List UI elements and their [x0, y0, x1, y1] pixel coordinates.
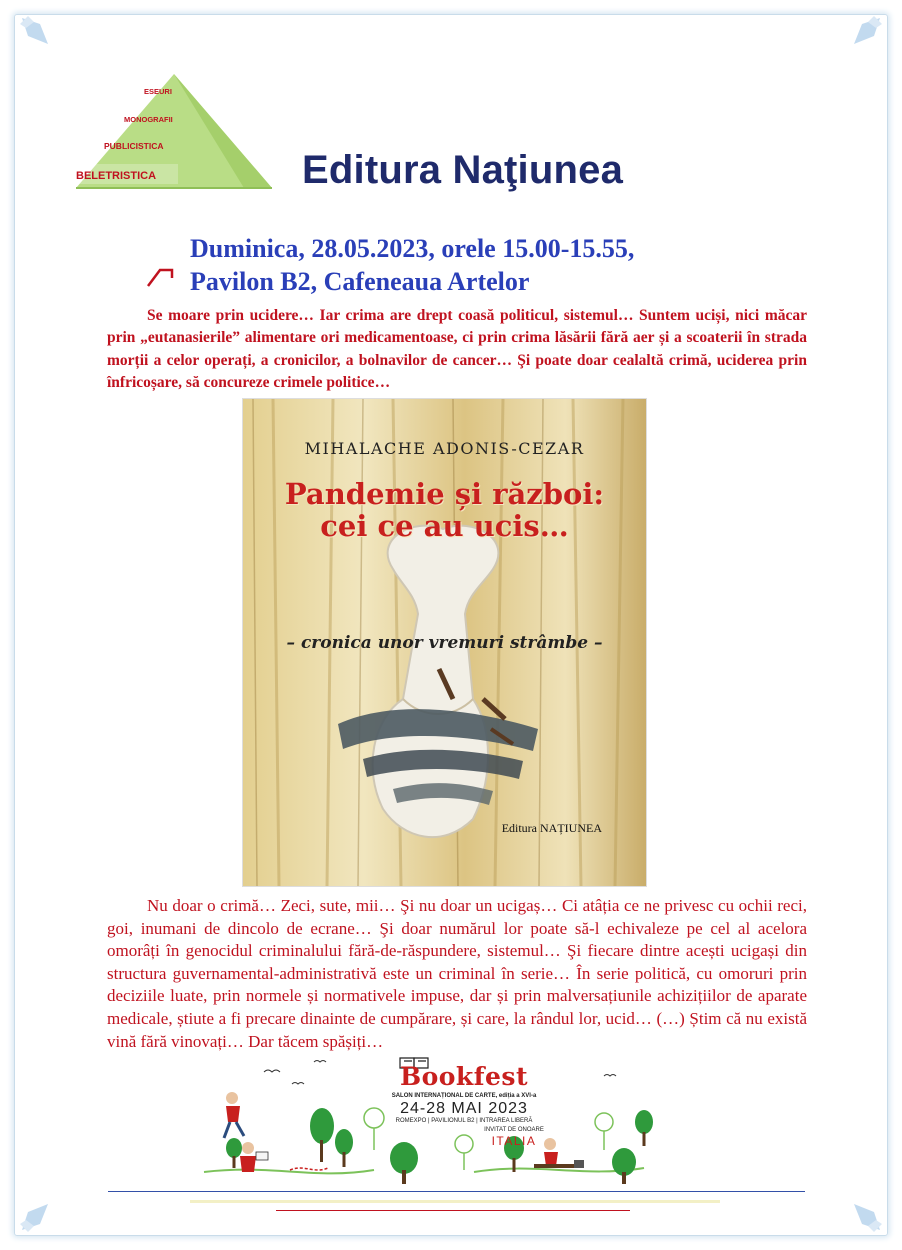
footer-divider	[190, 1200, 720, 1203]
book-subtitle: – cronica unor vremuri strâmbe –	[286, 633, 603, 653]
logo-level-2: MONOGRAFII	[124, 115, 173, 124]
bookfest-location: ROMEXPO | PAVILIONUL B2 | INTRAREA LIBERĂ	[395, 1118, 533, 1124]
bookfest-dates: 24-28 MAI 2023	[400, 1100, 528, 1117]
corner-crystal-icon	[18, 1196, 56, 1234]
event-date-time: Duminica, 28.05.2023, orele 15.00-15.55,	[190, 234, 635, 263]
body-paragraph: Nu doar o crimă… Zeci, sute, mii… Şi nu doar un ucigaș… Ci atâția ce ne privesc cu ochii reci, goi, inumani de dincolo de ecrane… Şi doar numărul lor poate să-l echivaleze pe cel al acelora omorâți în genocidul criminalului fără-de-răspundere, sistemul… Şi fiecare dintre acești ucigași din structura guvernamental-administrativă este un criminal în serie… În serie politică, cu omoruri prin deciziile luate, prin normele și normativele impuse, dar și prin malversațiunile achizițiilor de aparate medicale, știute a fi precare dinainte de cumpărare, și care, la rândul lor, ucid… (…) Știm că nu există vină fără vinovați… Dar tăcem spășiți…	[107, 896, 807, 1051]
footer-divider	[108, 1191, 805, 1192]
bookfest-guest-country: ITALIA	[491, 1134, 537, 1148]
logo-level-1: ESEURI	[144, 87, 172, 96]
corner-crystal-icon	[846, 14, 884, 52]
bookfest-logo: Bookfest	[399, 1062, 529, 1091]
pyramid-bullet-icon	[146, 266, 174, 288]
event-location: Pavilon B2, Cafeneaua Artelor	[190, 267, 530, 296]
bookfest-subtitle: SALON INTERNAȚIONAL DE CARTE, ediția a XVI-a	[391, 1093, 537, 1099]
corner-crystal-icon	[18, 14, 56, 52]
footer-divider	[276, 1210, 630, 1211]
book-cover-image	[242, 398, 647, 887]
corner-crystal-icon	[846, 1196, 884, 1234]
bookfest-guest-label: INVITAT DE ONOARE	[484, 1127, 544, 1133]
page-title: Editura Naţiunea	[302, 148, 624, 192]
bookfest-banner	[194, 1052, 654, 1190]
book-author: MIHALACHE ADONIS-CEZAR	[304, 439, 585, 458]
logo-level-3: PUBLICISTICA	[104, 141, 164, 151]
logo-level-4: BELETRISTICA	[76, 170, 157, 182]
intro-paragraph: Se moare prin ucidere… Iar crima are drept coasă politicul, sistemul… Suntem uciși, nici măcar prin „eutanasierile” alimentare ori medicamentoase, ci prin crima lăsării fără aer și a scoaterii în strada morții a celor operați, a cronicilor, a bolnavilor de cancer… Şi poate doar cealaltă crimă, uciderea prin înfricoșare, să concureze crimele politice…	[107, 307, 807, 392]
publisher-logo	[74, 72, 272, 190]
event-info	[190, 232, 634, 298]
book-publisher: Editura NAȚIUNEA	[501, 821, 602, 835]
book-title-line-1: Pandemie și război:	[284, 477, 605, 511]
book-title-line-2: cei ce au ucis…	[320, 509, 569, 543]
